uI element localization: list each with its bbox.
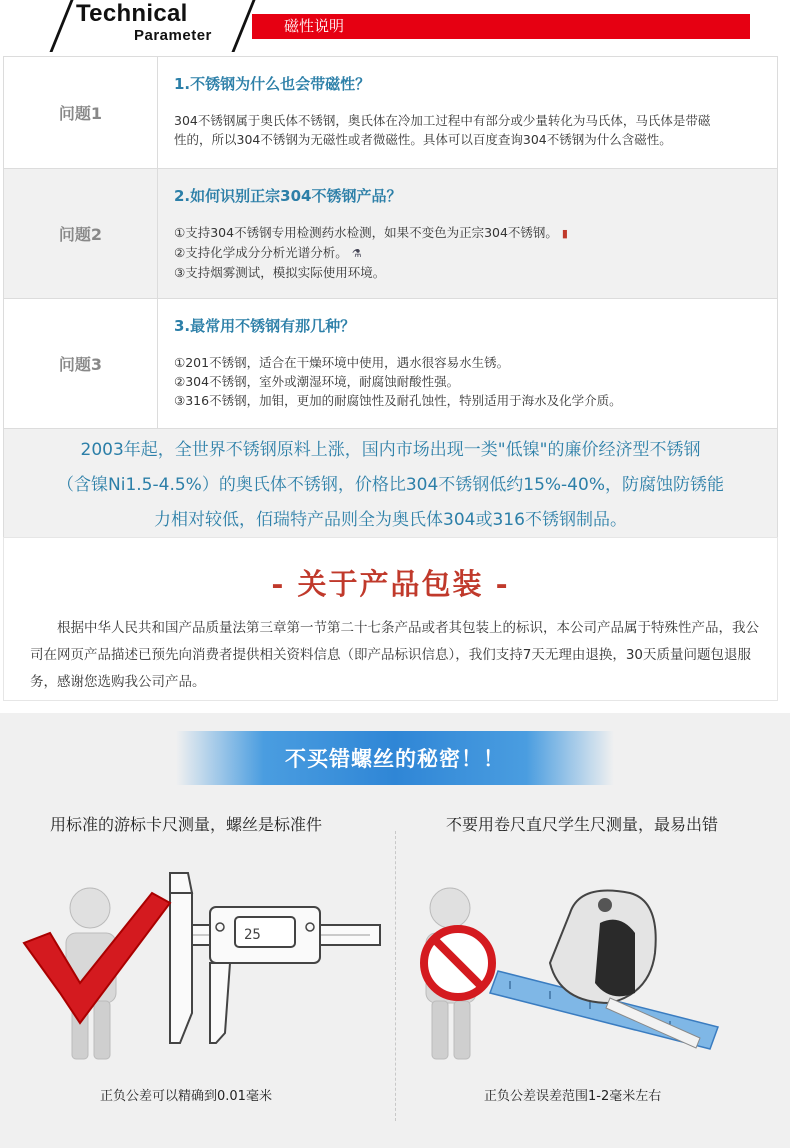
screw-banner [176,731,614,785]
faq-line: ②支持化学成分分析光谱分析。 ⚗ [174,245,362,260]
caliper-illustration [20,863,390,1073]
spectrometer-icon: ⚗ [351,247,362,260]
faq-question-label: 问题1 [4,57,158,168]
faq-line: ①支持304不锈钢专用检测药水检测，如果不变色为正宗304不锈钢。 ▮ [174,225,568,240]
faq-title: 2.如何识别正宗304不锈钢产品？ [174,187,402,205]
faq-answer [158,169,777,298]
faq-line: 304不锈钢属于奥氏体不锈钢，奥氏体在冷加工过程中有部分或少量转化为马氏体，马氏体是带磁 [174,113,711,128]
header-title: Technical [76,0,188,27]
right-footer: 正负公差误差范围1-2毫米左右 [484,1089,662,1104]
packaging-body: 根据中华人民共和国产品质量法第三章第一节第二十七条产品或者其包装上的标识，本公司产品属于特殊性产品，我公司在网页产品描述已预先向消费者提供相关资料信息（即产品标识信息），我们支持7天无理由退换，30天质量问题包退服务，感谢您选购我公司产品。 [30,620,759,690]
tape-measure-illustration [410,863,780,1073]
left-footer: 正负公差可以精确到0.01毫米 [100,1089,272,1104]
faq-row-2 [4,169,777,299]
packaging-title: - 关于产品包装 - [271,567,510,601]
caliper-icon [170,873,380,1043]
section-divider [395,831,396,1121]
faq-note-line: （含镍Ni1.5-4.5%）的奥氏体不锈钢，价格比304不锈钢低约15%-40%，防腐蚀防锈能 [57,475,724,495]
screw-section [0,713,790,1148]
header-slash-left [49,0,73,52]
faq-question-label: 问题2 [4,169,158,298]
faq-note-line: 力相对较低，佰瑞特产品则全为奥氏体304或316不锈钢制品。 [154,510,627,530]
screw-banner-text: 不买错螺丝的秘密！！ [285,747,505,771]
header-banner [0,0,790,52]
faq-line: ③316不锈钢，加钼，更加的耐腐蚀性及耐孔蚀性，特别适用于海水及化学介质。 [174,393,622,408]
faq-table [3,56,778,545]
faq-answer [158,57,777,168]
test-tube-icon: ▮ [561,227,568,240]
faq-line: ②304不锈钢，室外或潮湿环境，耐腐蚀耐酸性强。 [174,374,460,389]
prohibited-icon [424,929,492,997]
faq-line: ③支持烟雾测试，模拟实际使用环境。 [174,265,386,280]
faq-title: 1.不锈钢为什么也会带磁性？ [174,75,371,93]
faq-row-1 [4,57,777,169]
faq-question-label: 问题3 [4,299,158,428]
faq-line: ①201不锈钢，适合在干燥环境中使用，遇水很容易水生锈。 [174,355,510,370]
left-caption: 用标准的游标卡尺测量，螺丝是标准件 [50,815,323,834]
faq-note-line: 2003年起，全世界不锈钢原料上涨，国内市场出现一类"低镍"的廉价经济型不锈钢 [80,440,701,460]
header-subtitle: 磁性说明 [284,17,345,35]
header-title-sub: Parameter [134,27,212,44]
packaging-section [3,537,778,701]
svg-text:25: 25 [244,927,261,943]
faq-note [4,429,777,544]
faq-line: 性的，所以304不锈钢为无磁性或者微磁性。具体可以百度查询304不锈钢为什么含磁性。 [174,132,672,147]
right-caption: 不要用卷尺直尺学生尺测量，最易出错 [446,815,719,834]
faq-row-3 [4,299,777,429]
faq-title: 3.最常用不锈钢有那几种？ [174,317,356,335]
faq-answer [158,299,777,428]
